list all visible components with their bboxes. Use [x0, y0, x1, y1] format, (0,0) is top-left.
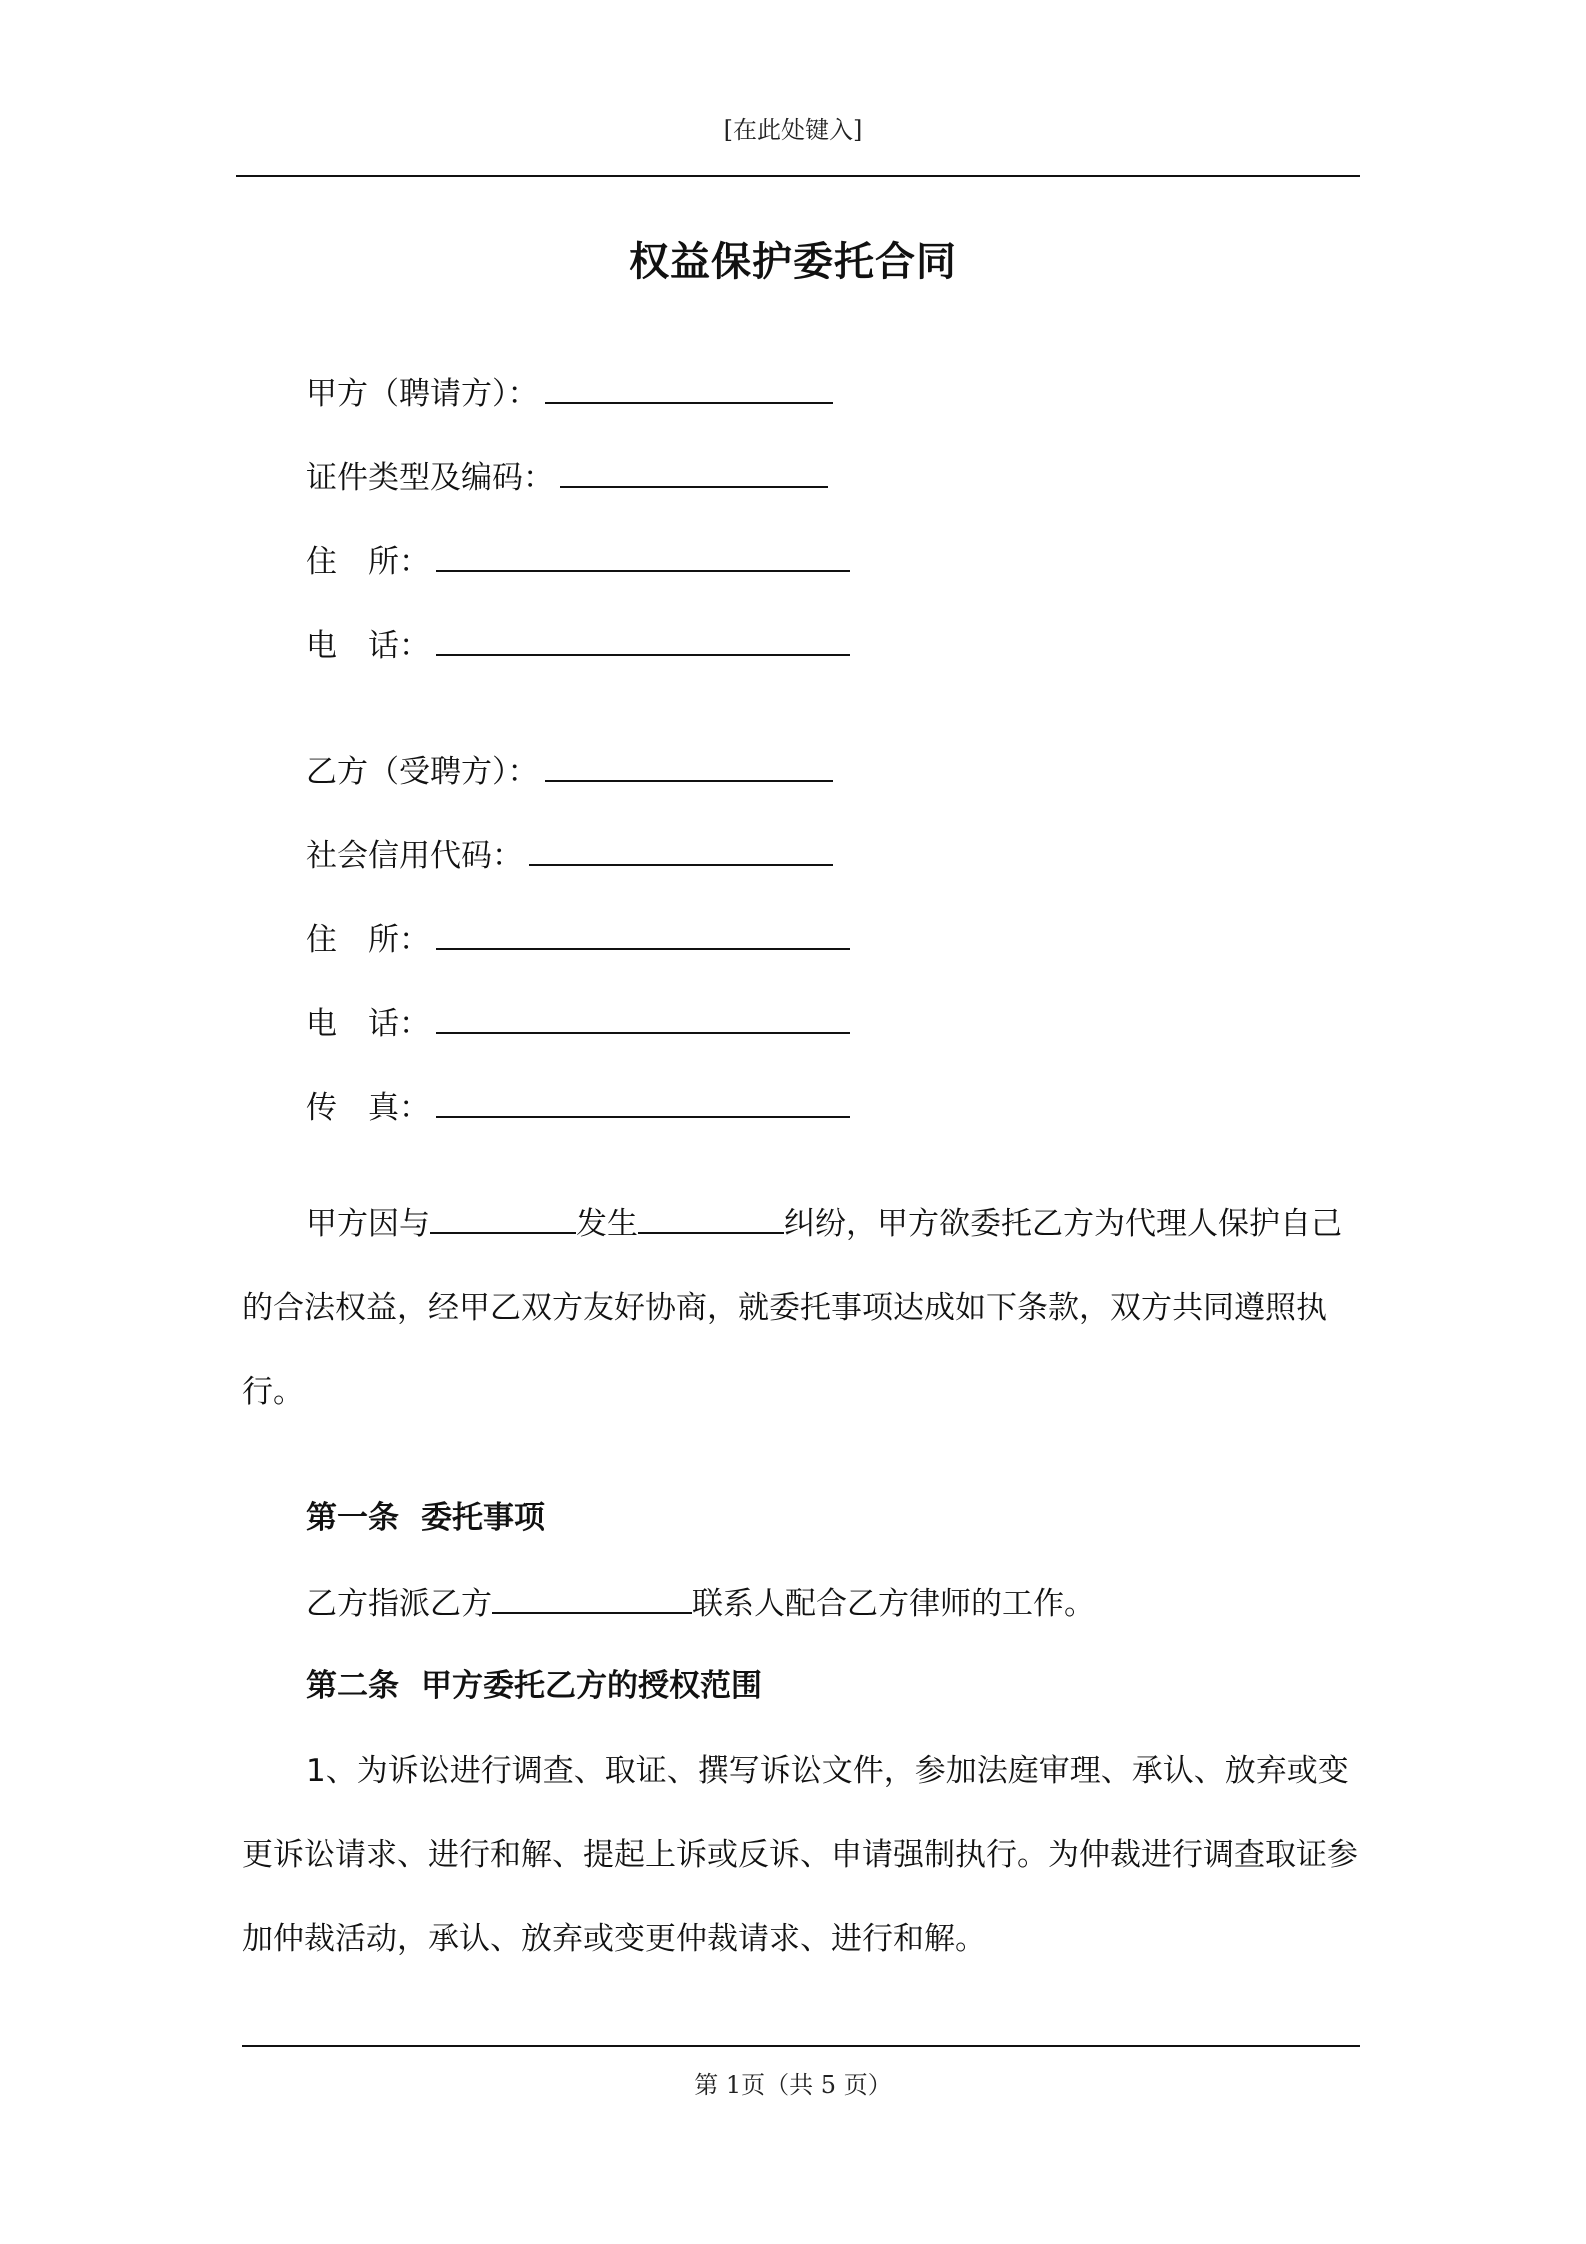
party-a-id-label: 证件类型及编码：: [306, 460, 554, 496]
intro-dispute-blank[interactable]: [638, 1202, 784, 1234]
document-title: 权益保护委托合同: [629, 239, 957, 285]
article-1-number: 第一条: [306, 1500, 399, 1536]
party-b-fax-field: [306, 1086, 850, 1128]
party-a-phone-blank[interactable]: [436, 624, 850, 656]
article-1-text-2: 联系人配合乙方律师的工作。: [692, 1586, 1095, 1622]
party-a-name-blank[interactable]: [545, 372, 833, 404]
article-1-heading: [306, 1498, 545, 1538]
article-2-item-1: [242, 1729, 1360, 1981]
party-a-id-blank[interactable]: [560, 456, 828, 488]
article-2-heading: [306, 1666, 762, 1706]
party-b-address-blank[interactable]: [436, 918, 850, 950]
party-b-address-field: [306, 918, 850, 960]
party-b-credit-blank[interactable]: [529, 834, 833, 866]
footer-divider: [242, 2045, 1360, 2047]
party-a-address-label: 住 所：: [306, 544, 430, 580]
party-b-name-field: [306, 750, 833, 792]
article-2-number: 第二条: [306, 1668, 399, 1704]
party-b-fax-blank[interactable]: [436, 1086, 850, 1118]
party-b-phone-blank[interactable]: [436, 1002, 850, 1034]
article-1-content: [306, 1582, 1095, 1624]
party-a-address-blank[interactable]: [436, 540, 850, 572]
article-1-text-1: 乙方指派乙方: [306, 1586, 492, 1622]
intro-text-3: 纠纷，甲方欲委托乙方为代理人保护自己的合法权益，经甲乙双方友好协商，就委托事项达成如下条款，双方共同遵照执行。: [242, 1206, 1342, 1410]
header-divider: [236, 175, 1360, 177]
party-a-name-field: [306, 372, 833, 414]
party-b-name-label: 乙方（受聘方）：: [306, 754, 539, 790]
article-1-contact-blank[interactable]: [492, 1582, 692, 1614]
party-b-phone-field: [306, 1002, 850, 1044]
party-b-name-blank[interactable]: [545, 750, 833, 782]
party-b-credit-label: 社会信用代码：: [306, 838, 523, 874]
party-a-id-field: [306, 456, 828, 498]
intro-party-blank[interactable]: [430, 1202, 576, 1234]
article-1-title: 委托事项: [421, 1500, 545, 1536]
party-b-phone-label: 电 话：: [306, 1006, 430, 1042]
party-a-phone-label: 电 话：: [306, 628, 430, 664]
party-a-phone-field: [306, 624, 850, 666]
party-b-credit-field: [306, 834, 833, 876]
party-a-address-field: [306, 540, 850, 582]
intro-text-2: 发生: [576, 1206, 638, 1242]
party-a-name-label: 甲方（聘请方）：: [306, 376, 539, 412]
party-b-address-label: 住 所：: [306, 922, 430, 958]
intro-text-1: 甲方因与: [306, 1206, 430, 1242]
page-header: [在此处键入]: [723, 116, 863, 144]
article-2-item-1-text: 1、为诉讼进行调查、取证、撰写诉讼文件，参加法庭审理、承认、放弃或变更诉讼请求、进行和解、提起上诉或反诉、申请强制执行。为仲裁进行调查取证参加仲裁活动，承认、放弃或变更仲裁请求、进行和解。: [242, 1753, 1358, 1957]
page-footer: 第 1页（共 5 页）: [694, 2071, 892, 2099]
party-b-fax-label: 传 真：: [306, 1090, 430, 1126]
article-2-title: 甲方委托乙方的授权范围: [421, 1668, 762, 1704]
intro-paragraph: [242, 1182, 1360, 1434]
